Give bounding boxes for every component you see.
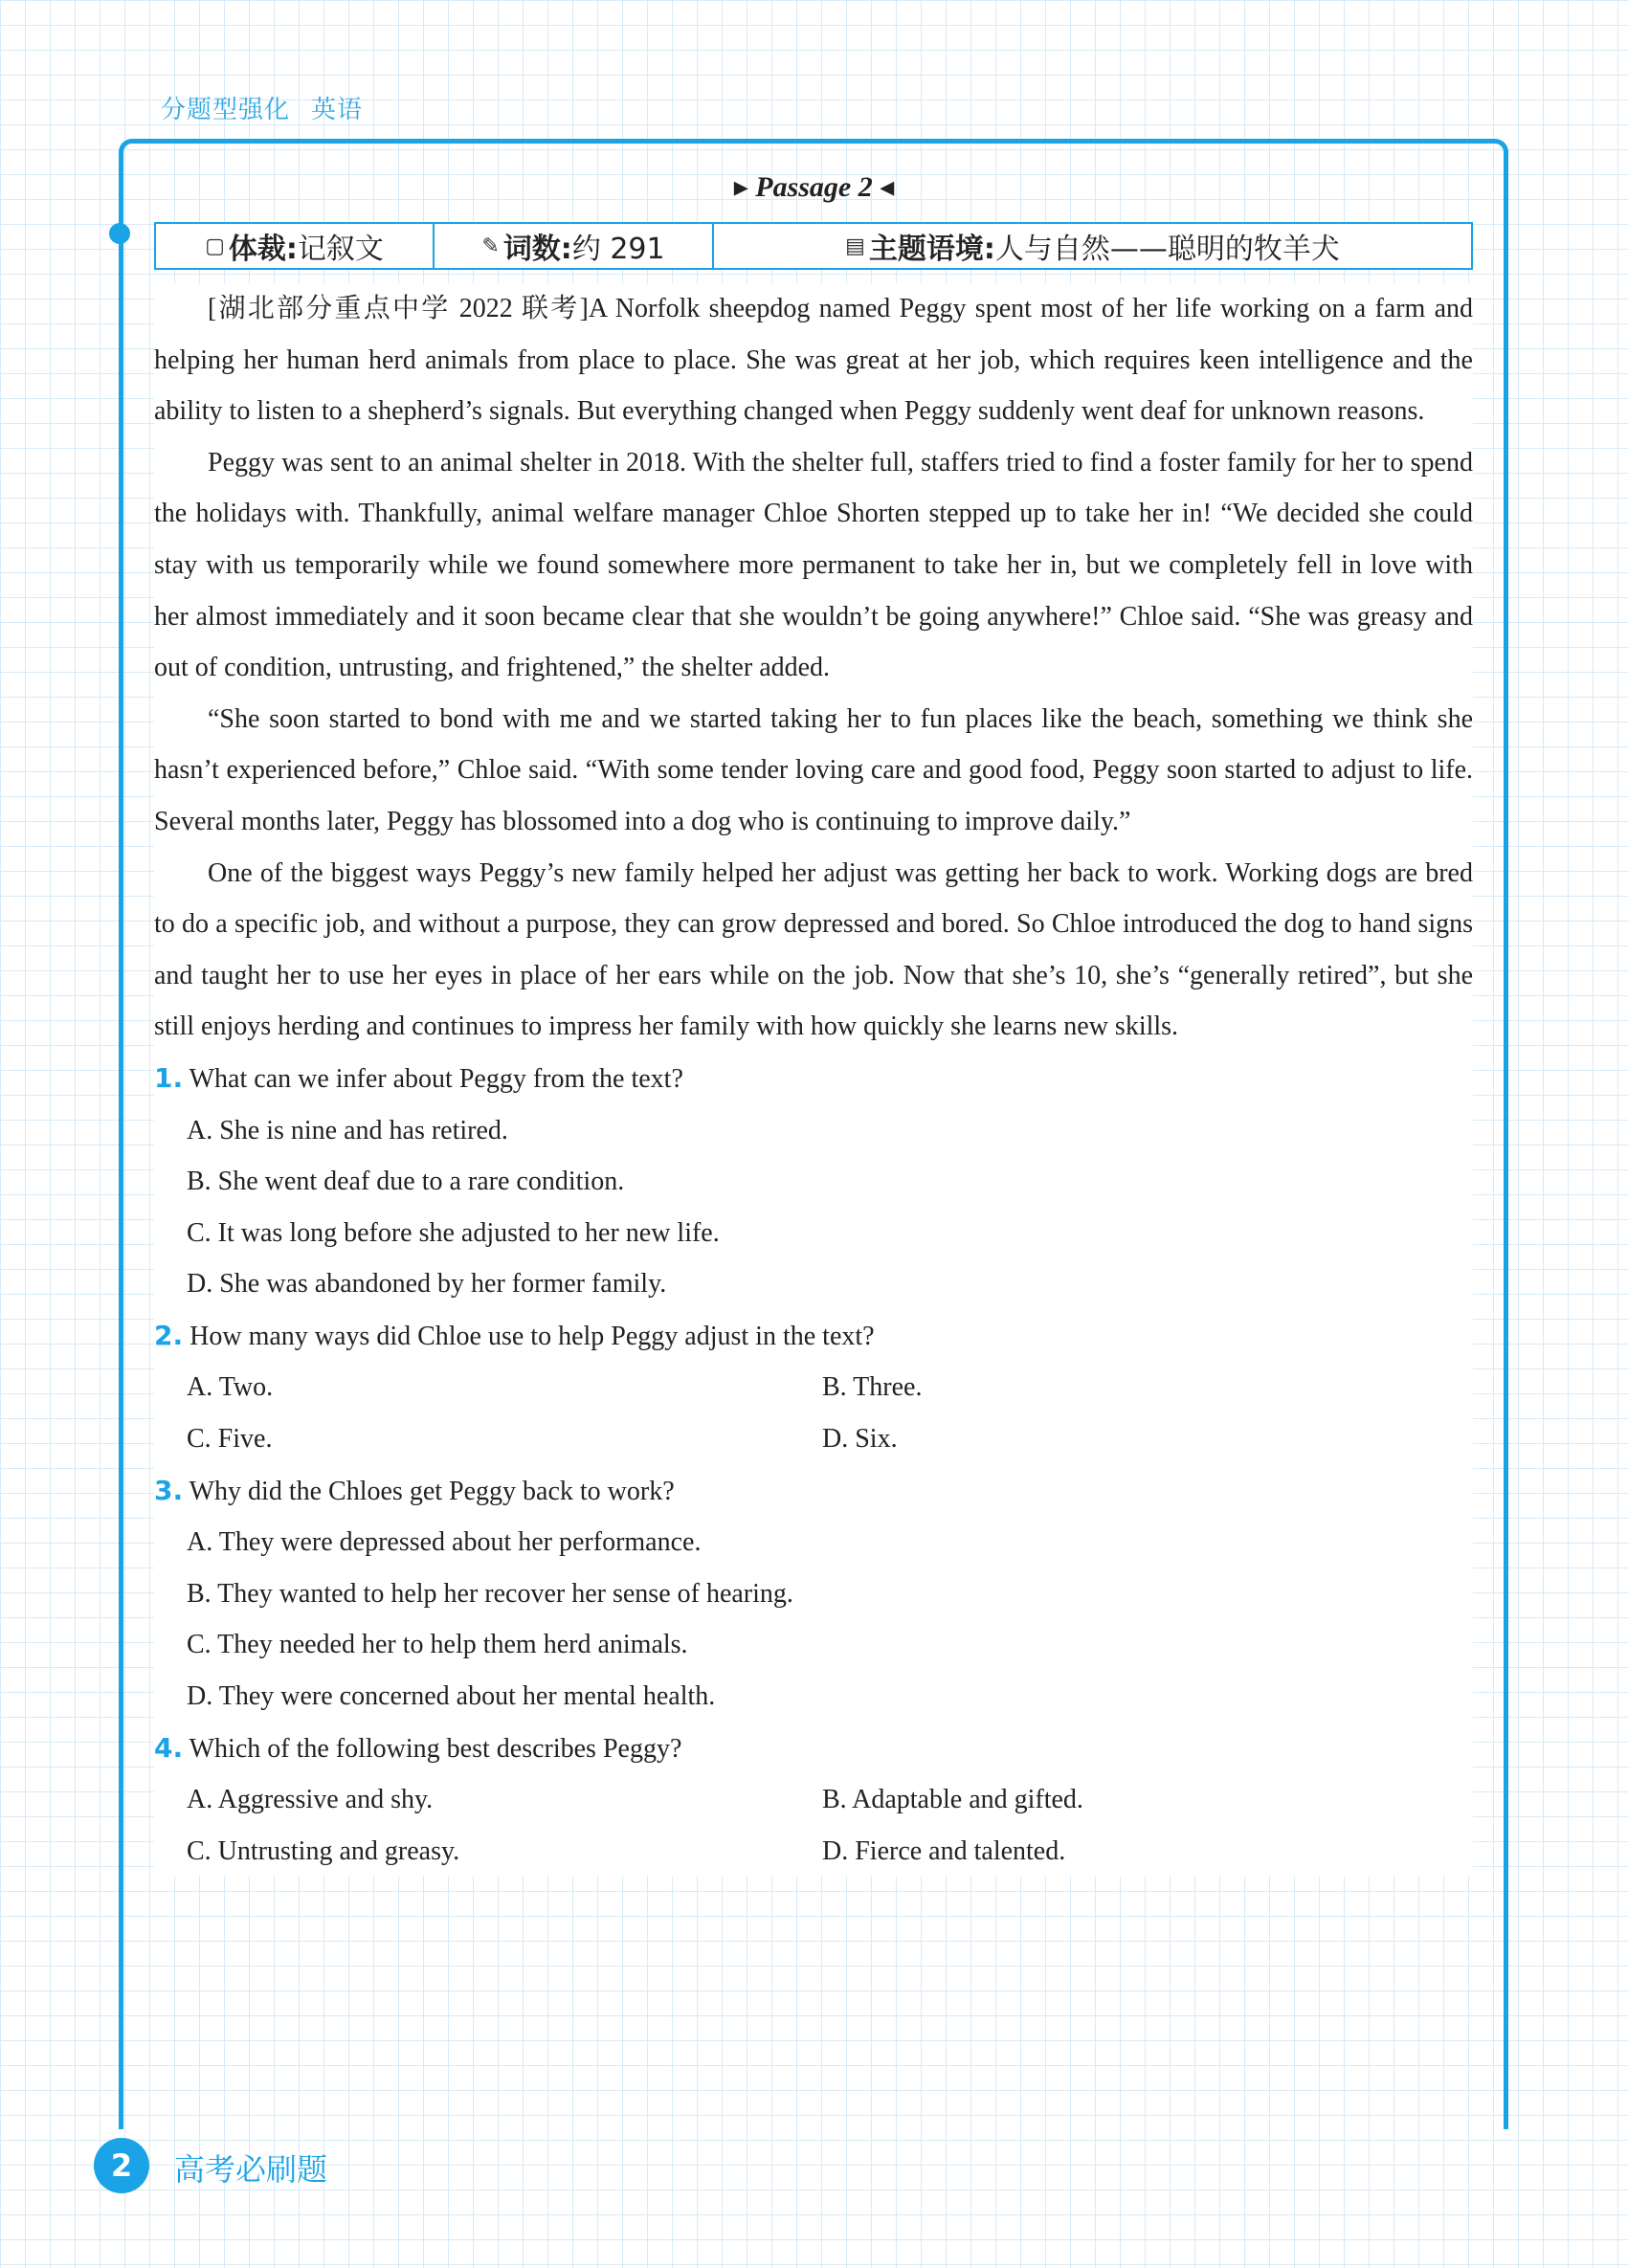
option-2d: D. Six.	[822, 1424, 898, 1455]
question-number: 4.	[154, 1731, 184, 1764]
question-number: 1.	[154, 1061, 184, 1094]
option-2b: B. Three.	[822, 1372, 923, 1403]
passage-info-box	[154, 222, 1473, 270]
subject-label: 英语	[311, 96, 364, 124]
option-2c: C. Five.	[187, 1424, 273, 1455]
word-count-value: 约 291	[571, 233, 665, 266]
passage-title: ▸ Passage 2 ◂	[733, 171, 895, 203]
passage-paragraph: One of the biggest ways Peggy’s new family helped her adjust was getting her back to work. Working dogs are bred to do a specific job, and without a purpose, they can grow depressed and bored. So Chloe introduced the dog to hand signs and taught her to use her eyes in place of her ears while on the job. Now that she’s 10, she’s “generally retired”, but she still enjoys herding and continues to impress her family with how quickly she learns new skills.	[154, 857, 1473, 1042]
footer-book-name: 高考必刷题	[174, 2151, 328, 2188]
list-icon: ▤	[845, 233, 865, 258]
question-3	[154, 1465, 1473, 1518]
passage-paragraph: Peggy was sent to an animal shelter in 2018. With the shelter full, staffers tried to find a foster family for her to spend the holidays with. Thankfully, animal welfare manager Chloe Shorten stepped up to take her in! “We decided she could stay with us temporarily while we found somewhere more permanent to take her in, but we completely fell in love with her almost immediately and it soon became clear that she wouldn’t be going anywhere!” Chloe said. “She was greasy and out of condition, untrusting, and frightened,” the shelter added.	[154, 447, 1473, 683]
passage-paragraph: [湖北部分重点中学 2022 联考]A Norfolk sheepdog named Peggy spent most of her life working on a farm and helping her human herd animals from place to place. She was great at her job, which requires keen intelligence and the ability to listen to a shepherd’s signals. But everything changed when Peggy suddenly went deaf for unknown reasons.	[154, 294, 1473, 427]
word-count-label: 词数:	[502, 233, 572, 266]
option-1c: C. It was long before she adjusted to her new life.	[187, 1217, 720, 1248]
passage-content	[154, 283, 1473, 1877]
option-3b: B. They wanted to help her recover her sense of hearing.	[187, 1578, 793, 1609]
question-number: 2.	[154, 1319, 184, 1351]
question-text: How many ways did Chloe use to help Peggy adjust in the text?	[190, 1321, 875, 1351]
question-text: Which of the following best describes Peggy?	[189, 1733, 682, 1764]
option-row	[154, 1774, 1473, 1826]
question-1	[154, 1053, 1473, 1105]
option-row	[154, 1826, 1473, 1878]
option-1b: B. She went deaf due to a rare condition.	[187, 1167, 625, 1197]
option-row	[154, 1413, 1473, 1465]
question-2	[154, 1310, 1473, 1363]
genre-value: 记叙文	[297, 233, 384, 266]
question-text: Why did the Chloes get Peggy back to work?	[189, 1476, 675, 1506]
book-title: 分题型强化	[161, 96, 291, 124]
option-3c: C. They needed her to help them herd animals.	[187, 1630, 688, 1660]
option-1d: D. She was abandoned by her former family.	[187, 1269, 667, 1300]
frame-dot-decoration	[109, 223, 130, 244]
passage-paragraph: “She soon started to bond with me and we started taking her to fun places like the beach, something we think she hasn’t experienced before,” Chloe said. “With some tender loving care and good food, Peggy soon started to adjust to life. Several months later, Peggy has blossomed into a dog who is continuing to improve daily.”	[154, 703, 1473, 836]
option-3d: D. They were concerned about her mental health.	[187, 1681, 716, 1712]
option-row	[154, 1362, 1473, 1413]
option-4d: D. Fierce and talented.	[822, 1835, 1066, 1866]
question-text: What can we infer about Peggy from the text?	[189, 1063, 683, 1094]
theme-label: 主题语境:	[868, 233, 995, 266]
running-header	[161, 90, 384, 125]
genre-cell	[156, 224, 435, 268]
option-4b: B. Adaptable and gifted.	[822, 1785, 1083, 1815]
option-4a: A. Aggressive and shy.	[187, 1785, 434, 1815]
theme-value: 人与自然——聪明的牧羊犬	[994, 233, 1340, 266]
option-3a: A. They were depressed about her performance.	[187, 1527, 702, 1558]
pencil-icon: ✎	[481, 233, 500, 258]
genre-label: 体裁:	[228, 233, 298, 266]
page-number-badge: 2	[94, 2138, 149, 2193]
option-1a: A. She is nine and has retired.	[187, 1115, 508, 1145]
option-2a: A. Two.	[187, 1372, 274, 1403]
question-4	[154, 1723, 1473, 1775]
word-count-cell	[435, 224, 714, 268]
question-number: 3.	[154, 1474, 184, 1506]
document-icon: ▢	[205, 233, 225, 258]
option-4c: C. Untrusting and greasy.	[187, 1835, 460, 1866]
theme-cell	[714, 224, 1471, 268]
